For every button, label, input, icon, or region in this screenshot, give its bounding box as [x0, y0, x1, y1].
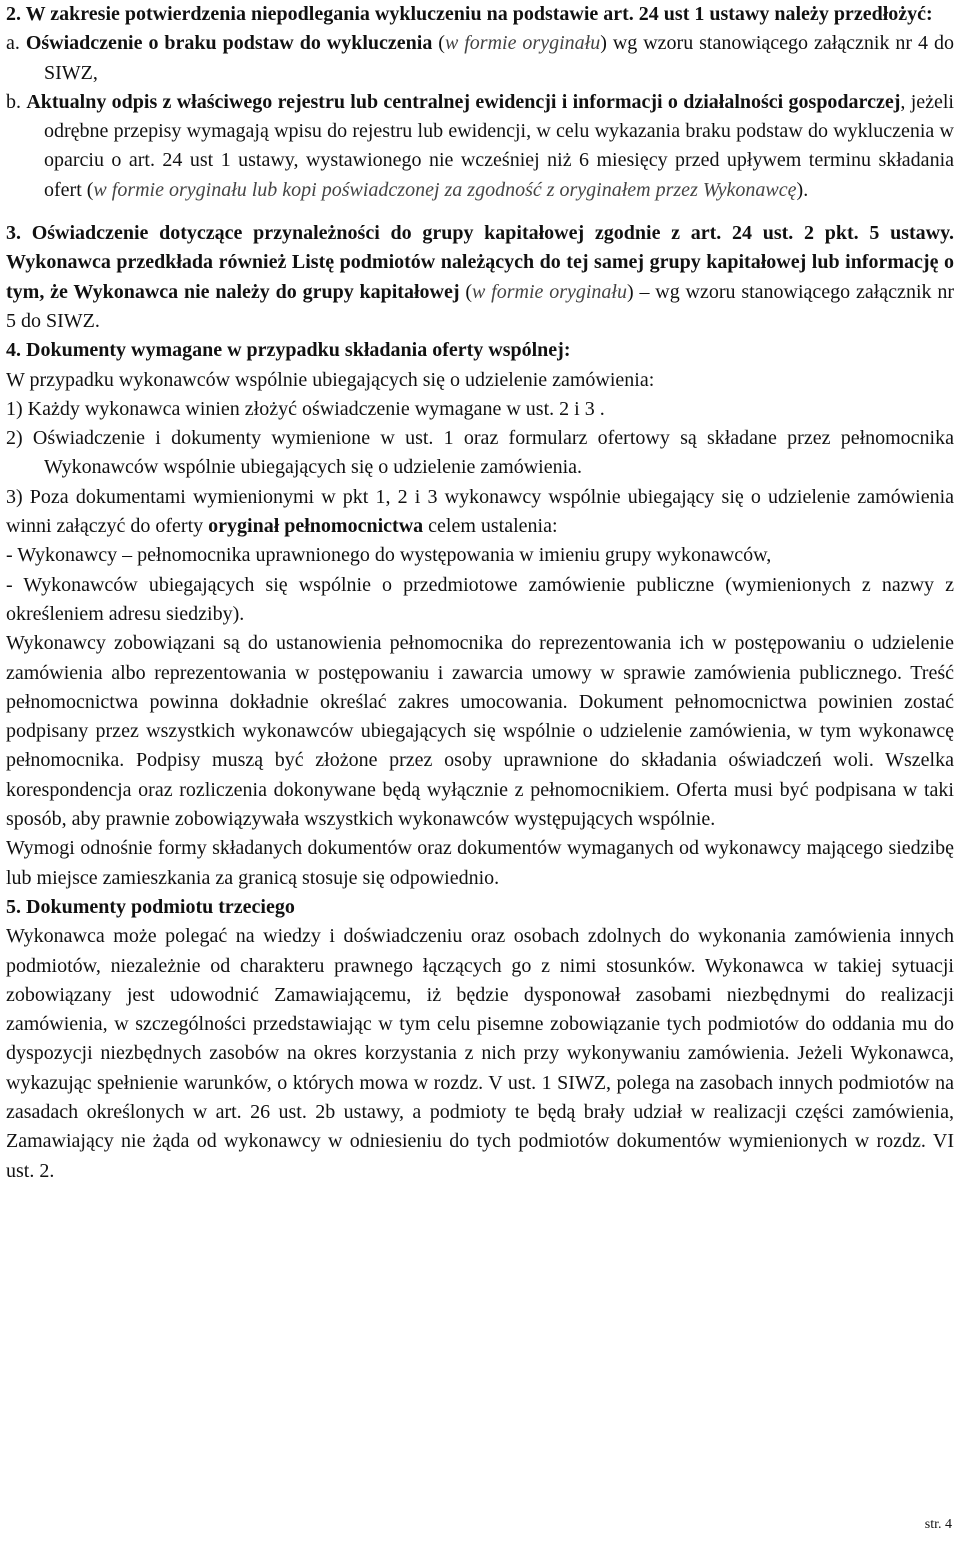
section-4-paragraph-1: Wykonawcy zobowiązani są do ustanowienia pełnomocnika do reprezentowania ich w postępowaniu o udzielenie zamówienia albo reprezentowania w postępowaniu i zawarcia umowy w sprawie zamówienia publicznego. Treść pełnomocnictwa powinna dokładnie określać zakres umocowania. Dokument pełnomocnictwa powinien zostać podpisany przez wszystkich wykonawców ubiegających się wspólnie o udzielenie zamówienia, w tym wykonawcę pełnomocnika. Podpisy muszą być złożone przez osoby uprawnione do składania oświadczeń woli. Wszelka korespondencja oraz rozliczenia dokonywane będą wyłącznie z pełnomocnikiem. Oferta musi być podpisana w taki sposób, aby prawnie zobowiązywała wszystkich wykonawców występujących wspólnie. [6, 632, 954, 831]
page-number: str. 4 [924, 1517, 952, 1532]
section-4-dash-1: - Wykonawcy – pełnomocnika uprawnionego do występowania w imieniu grupy wykonawców, [6, 544, 772, 567]
section-4-intro: W przypadku wykonawców wspólnie ubiegających się o udzielenie zamówienia: [6, 368, 655, 391]
section-4-item-3: 3) Poza dokumentami wymienionymi w pkt 1, 2 i 3 wykonawcy wspólnie ubiegający się o udzielenie zamówienia winni załączyć do oferty oryginał pełnomocnictwa celem ustalenia: [6, 485, 954, 538]
section-2-item-a: a. Oświadczenie o braku podstaw do wykluczenia (w formie oryginału) wg wzoru stanowiącego załącznik nr 4 do SIWZ, [6, 32, 954, 84]
section-2-item-b: b. Aktualny odpis z właściwego rejestru lub centralnej ewidencji i informacji o działalności gospodarczej, jeżeli odrębne przepisy wymagają wpisu do rejestru lub ewidencji, w celu wykazania braku podstaw do wykluczenia w oparciu o art. 24 ust 1 ustawy, wystawionego nie wcześniej niż 6 miesięcy przed upływem terminu składania ofert (w formie oryginału lub kopi poświadczonej za zgodność z oryginałem przez Wykonawcę). [6, 90, 954, 201]
section-5-paragraph: Wykonawca może polegać na wiedzy i doświadczeniu oraz osobach zdolnych do wykonania zamówienia innych podmiotów, niezależnie od charakteru prawnego łączących go z nimi stosunków. Wykonawca w takiej sytuacji zobowiązany jest udowodnić Zamawiającemu, iż będzie dysponował zasobami niezbędnymi do realizacji zamówienia, w szczególności przedstawiając w tym celu pisemne zobowiązanie tych podmiotów do oddania mu do dyspozycji niezbędnych zasobów na okres korzystania z nich przy wykonywaniu zamówienia. Jeżeli Wykonawca, wykazując spełnienie warunków, o których mowa w rozdz. V ust. 1 SIWZ, polega na zasobach innych podmiotów na zasadach określonych w art. 26 ust. 2b ustawy, a podmioty te będą brały udział w realizacji części zamówienia, Zamawiający nie żąda od wykonawcy w odniesieniu do tych podmiotów dokumentów wymienionych w rozdz. VI ust. 2. [6, 925, 954, 1182]
section-4-dash-2: - Wykonawców ubiegających się wspólnie o przedmiotowe zamówienie publiczne (wymienionych z nazwy z określeniem adresu siedziby). [6, 573, 954, 625]
spacer [6, 205, 954, 219]
section-4-paragraph-2: Wymogi odnośnie formy składanych dokumentów oraz dokumentów wymaganych od wykonawcy mającego siedzibę lub miejsce zamieszkania za granicą stosuje się odpowiednio. [6, 837, 954, 889]
section-4-item-2: 2) Oświadczenie i dokumenty wymienione w ust. 1 oraz formularz ofertowy są składane przez pełnomocnika Wykonawców wspólnie ubiegających się o udzielenie zamówienia. [6, 427, 954, 479]
section-3-paragraph: 3. Oświadczenie dotyczące przynależności do grupy kapitałowej zgodnie z art. 24 ust. 2 pkt. 5 ustawy. Wykonawca przedkłada również Listę podmiotów należących do tej samej grupy kapitałowej lub informację o tym, że Wykonawca nie należy do grupy kapitałowej (w formie oryginału) – wg wzoru stanowiącego załącznik nr 5 do SIWZ. [6, 222, 954, 332]
section-4-heading: 4. Dokumenty wymagane w przypadku składania oferty wspólnej: [6, 339, 571, 362]
section-2-heading: 2. W zakresie potwierdzenia niepodlegania wykluczeniu na podstawie art. 24 ust 1 ustawy należy przedłożyć: [6, 3, 933, 25]
document-page [6, 0, 954, 1186]
section-4-item-1: 1) Każdy wykonawca winien złożyć oświadczenie wymagane w ust. 2 i 3 . [6, 397, 605, 420]
section-5-heading: 5. Dokumenty podmiotu trzeciego [6, 895, 295, 918]
